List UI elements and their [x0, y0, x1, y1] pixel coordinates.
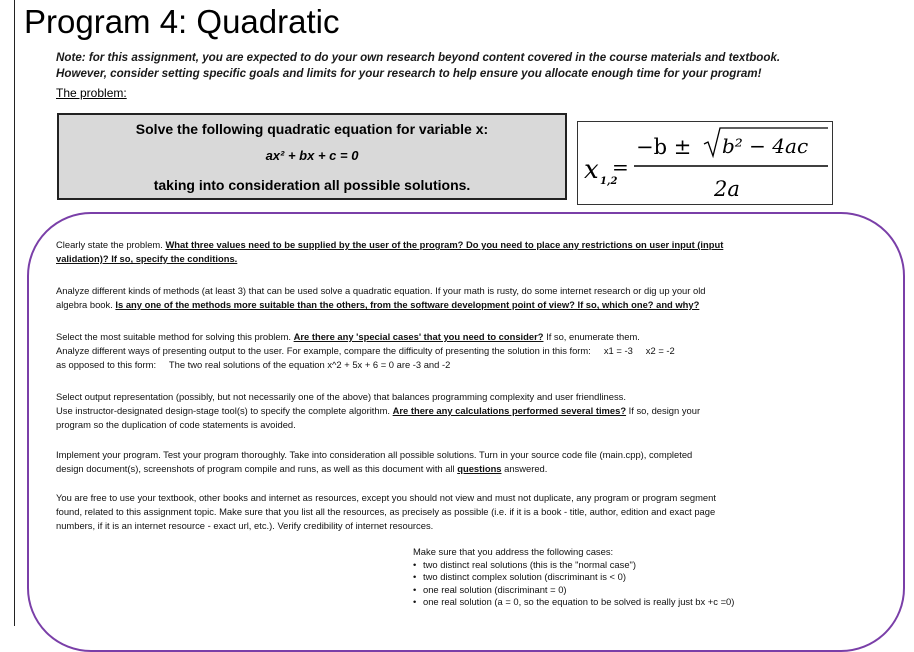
formula-denominator: 2a	[714, 177, 740, 201]
p4-tail: If so, design your	[626, 405, 701, 416]
case-item: • one real solution (a = 0, so the equation to be solved is really just bx +c =0)	[413, 596, 734, 609]
p5-tail: answered.	[501, 463, 548, 474]
p2-line: Analyze different kinds of methods (at least 3) that can be used solve a quadratic equation. If your math is rusty, do some internet research or dig up your old	[56, 285, 706, 296]
p2-question: Is any one of the methods more suitable than the others, from the software development point of view? If so, which one? and why?	[115, 299, 700, 310]
note-line: However, consider setting specific goals and limits for your research to help ensure you allocate enough time for your program!	[56, 66, 762, 80]
equation-note: taking into consideration all possible solutions.	[153, 177, 471, 193]
paragraph-problem	[56, 238, 723, 266]
p6-line: found, related to this assignment topic. Make sure that you list all the resources, as precisely as possible (i.e. if it is a book - title, author, edition and exact page	[56, 506, 716, 517]
note-line: Note: for this assignment, you are expected to do your own research beyond content covered in the course materials and textbook.	[56, 51, 781, 64]
p2-plain: algebra book.	[56, 299, 116, 310]
paragraph-implement	[56, 448, 692, 476]
formula-lhs: x	[584, 155, 599, 185]
p3-line: Analyze different ways of presenting output to the user. For example, compare the difficulty of presenting the solution in this form: x1 = -3 x2 = -2	[56, 345, 675, 356]
formula-numerator: −b ±	[636, 135, 698, 159]
case-item: • two distinct real solutions (this is the "normal case")	[413, 559, 734, 572]
p5-question: questions	[457, 463, 502, 474]
case-item: • one real solution (discriminant = 0)	[413, 584, 734, 597]
problem-label: The problem:	[56, 86, 127, 100]
page-left-margin-line	[14, 0, 15, 626]
paragraph-special-cases	[56, 330, 675, 372]
equation-instruction: Solve the following quadratic equation for variable x:	[135, 121, 489, 137]
p4-line: program so the duplication of code statements is avoided.	[56, 419, 296, 430]
research-note	[56, 50, 780, 81]
p3-line: as opposed to this form: The two real solutions of the equation x^2 + 5x + 6 = 0 are -3 and -2	[56, 359, 451, 370]
cases-intro: Make sure that you address the following cases:	[413, 546, 614, 557]
formula-equals: =	[612, 155, 629, 179]
paragraph-methods	[56, 284, 706, 312]
p5-line: Implement your program. Test your program thoroughly. Take into consideration all possible solutions. Turn in your source code file (main.cpp), completed	[56, 449, 693, 460]
formula-radicand: b² − 4ac	[722, 134, 809, 158]
paragraph-output	[56, 390, 700, 432]
p4-question: Are there any calculations performed several times?	[392, 405, 627, 416]
p3-plain-tail: If so, enumerate them.	[543, 331, 640, 342]
paragraph-resources	[56, 491, 716, 533]
p4-plain: Use instructor-designated design-stage tool(s) to specify the complete algorithm.	[56, 405, 393, 416]
quadratic-formula	[577, 121, 833, 205]
equation-box	[57, 113, 567, 200]
quadratic-formula-graphic	[578, 122, 834, 206]
p1-question: What three values need to be supplied by the user of the program? Do you need to place any restrictions on user input (input	[165, 239, 724, 250]
p6-line: You are free to use your textbook, other books and internet as resources, except you should not view and must not duplicate, any program or program segment	[56, 492, 716, 503]
p5-plain: design document(s), screenshots of program compile and runs, as well as this document with all	[56, 463, 458, 474]
p1-plain: Clearly state the problem.	[56, 239, 166, 250]
page-title: Program 4: Quadratic	[24, 3, 340, 40]
p3-plain: Select the most suitable method for solving this problem.	[56, 331, 294, 342]
p4-line: Select output representation (possibly, but not necessarily one of the above) that balances programming complexity and user friendliness.	[56, 391, 626, 402]
case-item: • two distinct complex solution (discriminant is < 0)	[413, 571, 734, 584]
formula-subscript: 1,2	[600, 176, 618, 187]
quadratic-equation: ax² + bx + c = 0	[265, 148, 359, 163]
p6-line: numbers, if it is an internet resource - exact url, etc.). Verify credibility of internet resources.	[56, 520, 434, 531]
p3-question: Are there any 'special cases' that you need to consider?	[293, 331, 544, 342]
cases-checklist	[413, 546, 734, 609]
p1-question-cont: validation)? If so, specify the conditions.	[56, 253, 238, 264]
